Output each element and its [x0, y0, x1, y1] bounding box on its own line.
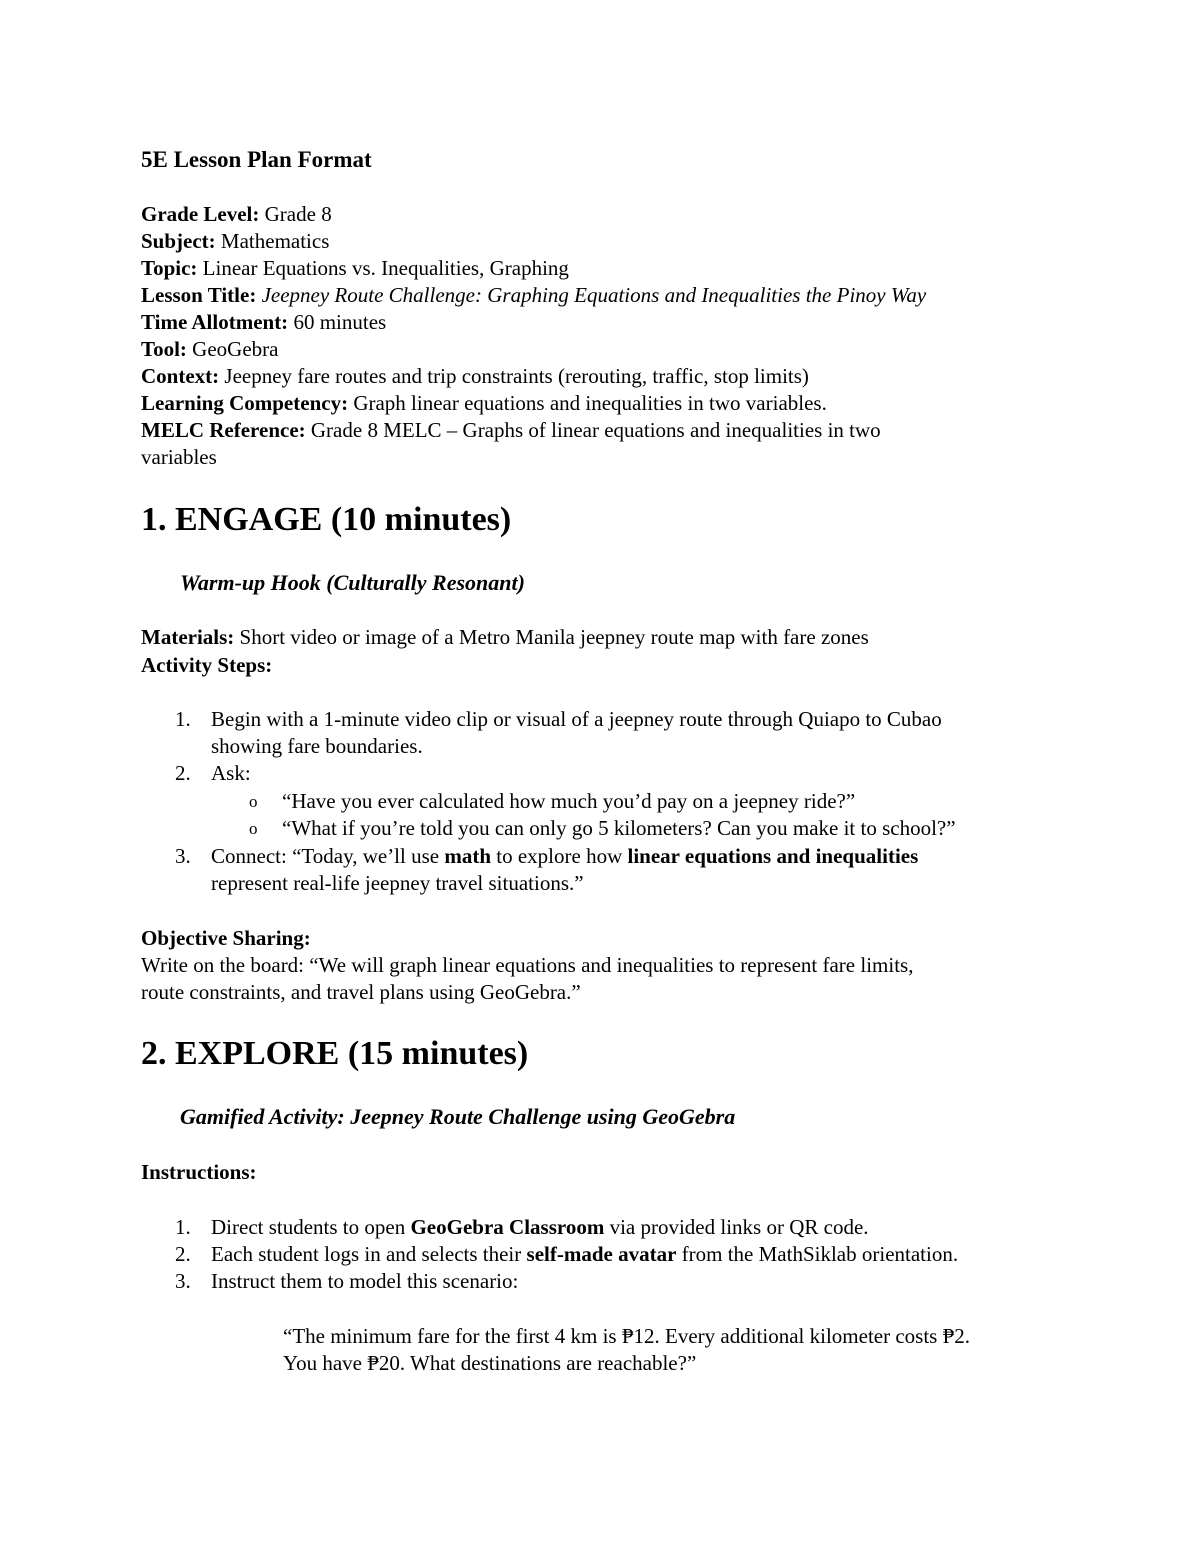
meta-lesson-title — [141, 282, 926, 309]
subject-value: Mathematics — [215, 229, 330, 253]
item-1-emphasis: GeoGebra Classroom — [410, 1215, 605, 1239]
time-value: 60 minutes — [288, 310, 387, 334]
item-2-number: 2. — [175, 1242, 191, 1266]
item-1-text — [211, 1214, 869, 1241]
topic-label: Topic: — [141, 256, 198, 280]
meta-time — [141, 309, 386, 336]
step-3-part-a: Connect: “Today, we’ll use — [211, 844, 445, 868]
context-value: Jeepney fare routes and trip constraints (rerouting, traffic, stop limits) — [219, 364, 809, 388]
melc-label: MELC Reference: — [141, 418, 306, 442]
step-3-text-continued: represent real-life jeepney travel situations.” — [211, 871, 584, 895]
step-3-emphasis-math: math — [444, 844, 492, 868]
step-2-text: Ask: — [211, 761, 251, 785]
meta-melc-continued: variables — [141, 445, 217, 469]
step-3-number: 3. — [175, 844, 191, 868]
step-3-text — [211, 843, 918, 870]
step-1-text-continued: showing fare boundaries. — [211, 734, 423, 758]
grade-label: Grade Level: — [141, 202, 260, 226]
explore-subheading: Gamified Activity: Jeepney Route Challenge using GeoGebra — [180, 1104, 736, 1129]
meta-tool — [141, 336, 278, 363]
item-3-text: Instruct them to model this scenario: — [211, 1269, 519, 1293]
meta-competency — [141, 390, 827, 417]
scenario-quote-continued: You have ₱20. What destinations are reachable?” — [283, 1351, 697, 1375]
instructions-label: Instructions: — [141, 1160, 257, 1184]
meta-grade — [141, 201, 332, 228]
engage-heading: 1. ENGAGE (10 minutes) — [141, 501, 512, 538]
step-3-emphasis-linear: linear equations and inequalities — [627, 844, 919, 868]
scenario-quote: “The minimum fare for the first 4 km is ₱12. Every additional kilometer costs ₱2. — [283, 1324, 971, 1348]
lesson-title-label: Lesson Title: — [141, 283, 257, 307]
lesson-title-value: Jeepney Route Challenge: Graphing Equations and Inequalities the Pinoy Way — [261, 283, 927, 307]
meta-melc — [141, 417, 881, 444]
materials-value: Short video or image of a Metro Manila jeepney route map with fare zones — [234, 625, 869, 649]
time-label: Time Allotment: — [141, 310, 289, 334]
item-1-number: 1. — [175, 1215, 191, 1239]
objective-label: Objective Sharing: — [141, 926, 311, 950]
step-3-part-c: to explore how — [491, 844, 628, 868]
item-2-emphasis: self-made avatar — [526, 1242, 677, 1266]
grade-value: Grade 8 — [259, 202, 332, 226]
item-2-text — [211, 1241, 958, 1268]
meta-context — [141, 363, 809, 390]
bullet-2-marker: o — [249, 819, 258, 838]
subject-label: Subject: — [141, 229, 216, 253]
bullet-2-text: “What if you’re told you can only go 5 kilometers? Can you make it to school?” — [282, 816, 956, 840]
item-1-part-c: via provided links or QR code. — [604, 1215, 869, 1239]
step-2-number: 2. — [175, 761, 191, 785]
engage-subheading: Warm-up Hook (Culturally Resonant) — [180, 570, 525, 595]
item-2-part-c: from the MathSiklab orientation. — [676, 1242, 959, 1266]
bullet-1-text: “Have you ever calculated how much you’d pay on a jeepney ride?” — [282, 789, 856, 813]
tool-value: GeoGebra — [186, 337, 279, 361]
doc-title: 5E Lesson Plan Format — [141, 147, 372, 172]
tool-label: Tool: — [141, 337, 187, 361]
item-3-number: 3. — [175, 1269, 191, 1293]
item-2-part-a: Each student logs in and selects their — [211, 1242, 527, 1266]
meta-topic — [141, 255, 569, 282]
topic-value: Linear Equations vs. Inequalities, Graphing — [197, 256, 569, 280]
objective-text-continued: route constraints, and travel plans using GeoGebra.” — [141, 980, 581, 1004]
context-label: Context: — [141, 364, 220, 388]
explore-heading: 2. EXPLORE (15 minutes) — [141, 1035, 529, 1072]
step-1-number: 1. — [175, 707, 191, 731]
item-1-part-a: Direct students to open — [211, 1215, 411, 1239]
melc-value: Grade 8 MELC – Graphs of linear equations and inequalities in two — [305, 418, 881, 442]
bullet-1-marker: o — [249, 792, 258, 811]
objective-text: Write on the board: “We will graph linear equations and inequalities to represent fare limits, — [141, 953, 914, 977]
activity-steps-label: Activity Steps: — [141, 653, 273, 677]
competency-value: Graph linear equations and inequalities in two variables. — [348, 391, 827, 415]
materials-label: Materials: — [141, 625, 235, 649]
meta-subject — [141, 228, 329, 255]
step-1-text: Begin with a 1-minute video clip or visual of a jeepney route through Quiapo to Cubao — [211, 707, 942, 731]
competency-label: Learning Competency: — [141, 391, 349, 415]
engage-materials — [141, 624, 869, 651]
